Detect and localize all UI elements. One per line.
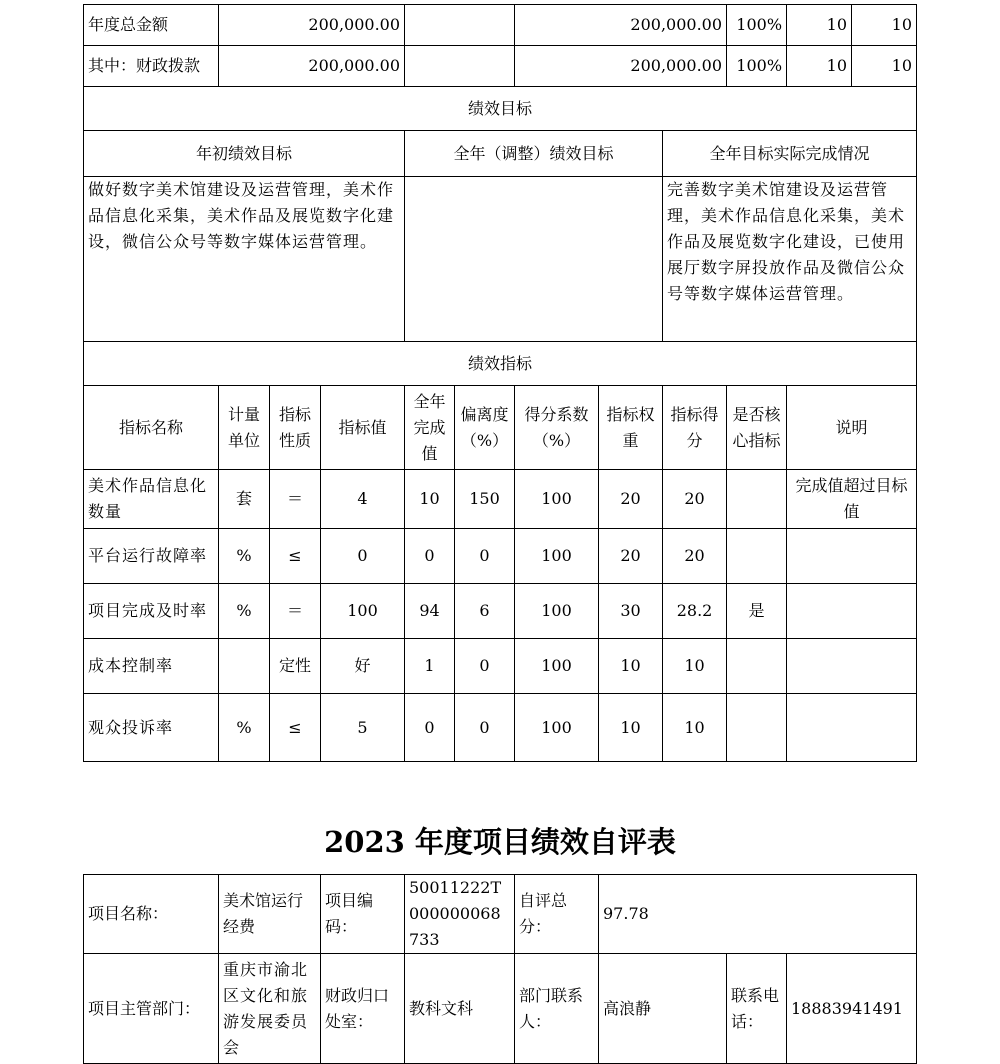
indicator-score: 10 [663,694,727,762]
indicator-core: 是 [727,584,787,639]
indicator-score: 28.2 [663,584,727,639]
col-header-nature: 指标性质 [270,386,321,470]
indicator-core [727,529,787,584]
indicator-score: 20 [663,529,727,584]
indicator-note [787,639,917,694]
budget-weight-value: 10 [787,46,852,86]
budget-weight-value: 10 [787,5,852,45]
goals-actual-text: 完善数字美术馆建设及运营管理，美术作品信息化采集，美术作品及展览数字化建设，已使用展厅数字屏投放作品及微信公众号等数字媒体运营管理。 [663,177,917,342]
indicator-name: 成本控制率 [84,639,219,694]
table-row [84,584,917,639]
indicator-coef: 100 [515,470,599,529]
indicator-nature: 定性 [270,639,321,694]
budget-adjusted [405,5,515,46]
dept-label: 项目主管部门： [84,954,219,1064]
indicator-deviation: 0 [455,694,515,762]
goals-section-title: 绩效目标 [84,87,917,131]
indicator-done: 0 [405,529,455,584]
indicator-target: 100 [321,584,405,639]
indicator-coef: 100 [515,529,599,584]
indicator-unit: % [219,529,270,584]
page-title: 2023 年度项目绩效自评表 [324,825,676,859]
self-eval-table [83,874,917,1064]
col-header-unit: 计量单位 [219,386,270,470]
performance-table [83,4,917,762]
budget-rate: 100% [727,46,787,87]
indicator-note [787,694,917,762]
indicator-name: 平台运行故障率 [84,529,219,584]
budget-row [84,46,917,87]
goals-header-initial: 年初绩效目标 [84,131,405,177]
col-header-name: 指标名称 [84,386,219,470]
budget-initial: 200,000.00 [219,46,405,87]
indicator-name: 项目完成及时率 [84,584,219,639]
score-label: 自评总分： [515,875,599,954]
indicator-core [727,470,787,529]
col-header-weight: 指标权重 [599,386,663,470]
indicator-target: 5 [321,694,405,762]
budget-actual: 200,000.00 [515,46,727,87]
indicator-coef: 100 [515,694,599,762]
indicator-core [727,639,787,694]
indicator-unit: % [219,694,270,762]
indicator-target: 0 [321,529,405,584]
indicator-weight: 10 [599,639,663,694]
goals-adjusted-text [405,177,663,342]
budget-label: 年度总金额 [84,5,219,46]
indicator-weight: 20 [599,529,663,584]
indicator-nature: ≤ [270,529,321,584]
budget-score-cell [787,5,917,46]
indicator-note [787,529,917,584]
col-header-target: 指标值 [321,386,405,470]
project-name-value: 美术馆运行经费 [219,875,321,954]
table-row [84,639,917,694]
indicator-nature: ≤ [270,694,321,762]
indicator-done: 94 [405,584,455,639]
score-value: 97.78 [599,875,917,954]
indicator-done: 0 [405,694,455,762]
phone-value: 18883941491 [787,954,917,1064]
budget-row [84,5,917,46]
indicator-nature: ＝ [270,470,321,529]
finance-label: 财政归口处室： [321,954,405,1064]
contact-value: 高浪静 [599,954,727,1064]
budget-actual: 200,000.00 [515,5,727,46]
table-row [84,694,917,762]
indicator-deviation: 150 [455,470,515,529]
indicator-done: 10 [405,470,455,529]
col-header-deviation: 偏离度（%） [455,386,515,470]
indicator-core [727,694,787,762]
finance-value: 教科文科 [405,954,515,1064]
project-code-label: 项目编码： [321,875,405,954]
indicator-done: 1 [405,639,455,694]
indicator-weight: 10 [599,694,663,762]
goals-header-actual: 全年目标实际完成情况 [663,131,917,177]
indicator-deviation: 0 [455,529,515,584]
col-header-note: 说明 [787,386,917,470]
col-header-score: 指标得分 [663,386,727,470]
indicator-coef: 100 [515,639,599,694]
indicator-target: 4 [321,470,405,529]
goals-initial-text: 做好数字美术馆建设及运营管理，美术作品信息化采集，美术作品及展览数字化建设，微信公众号等数字媒体运营管理。 [84,177,405,342]
indicator-score: 20 [663,470,727,529]
indicator-coef: 100 [515,584,599,639]
indicators-section-title: 绩效指标 [84,342,917,386]
goals-header-adjusted: 全年（调整）绩效目标 [405,131,663,177]
budget-rate: 100% [727,5,787,46]
indicator-unit: % [219,584,270,639]
phone-label: 联系电话： [727,954,787,1064]
indicator-note: 完成值超过目标值 [787,470,917,529]
table-row [84,529,917,584]
indicator-weight: 20 [599,470,663,529]
budget-initial: 200,000.00 [219,5,405,46]
indicator-unit [219,639,270,694]
budget-label: 其中：财政拨款 [84,46,219,87]
table-row [84,470,917,529]
indicator-weight: 30 [599,584,663,639]
project-code-value: 50011222T000000068733 [405,875,515,954]
indicator-name: 美术作品信息化数量 [84,470,219,529]
indicator-deviation: 0 [455,639,515,694]
indicator-unit: 套 [219,470,270,529]
project-name-label: 项目名称： [84,875,219,954]
budget-adjusted [405,46,515,87]
col-header-core: 是否核心指标 [727,386,787,470]
dept-value: 重庆市渝北区文化和旅游发展委员会 [219,954,321,1064]
indicator-score: 10 [663,639,727,694]
indicator-target: 好 [321,639,405,694]
indicator-deviation: 6 [455,584,515,639]
indicator-nature: ＝ [270,584,321,639]
budget-score-value: 10 [891,15,913,34]
indicator-header-row [84,386,917,470]
budget-score-value: 10 [891,56,913,75]
budget-score-cell [787,46,917,87]
contact-label: 部门联系人： [515,954,599,1064]
col-header-coef: 得分系数（%） [515,386,599,470]
col-header-done: 全年完成值 [405,386,455,470]
indicator-note [787,584,917,639]
indicator-name: 观众投诉率 [84,694,219,762]
